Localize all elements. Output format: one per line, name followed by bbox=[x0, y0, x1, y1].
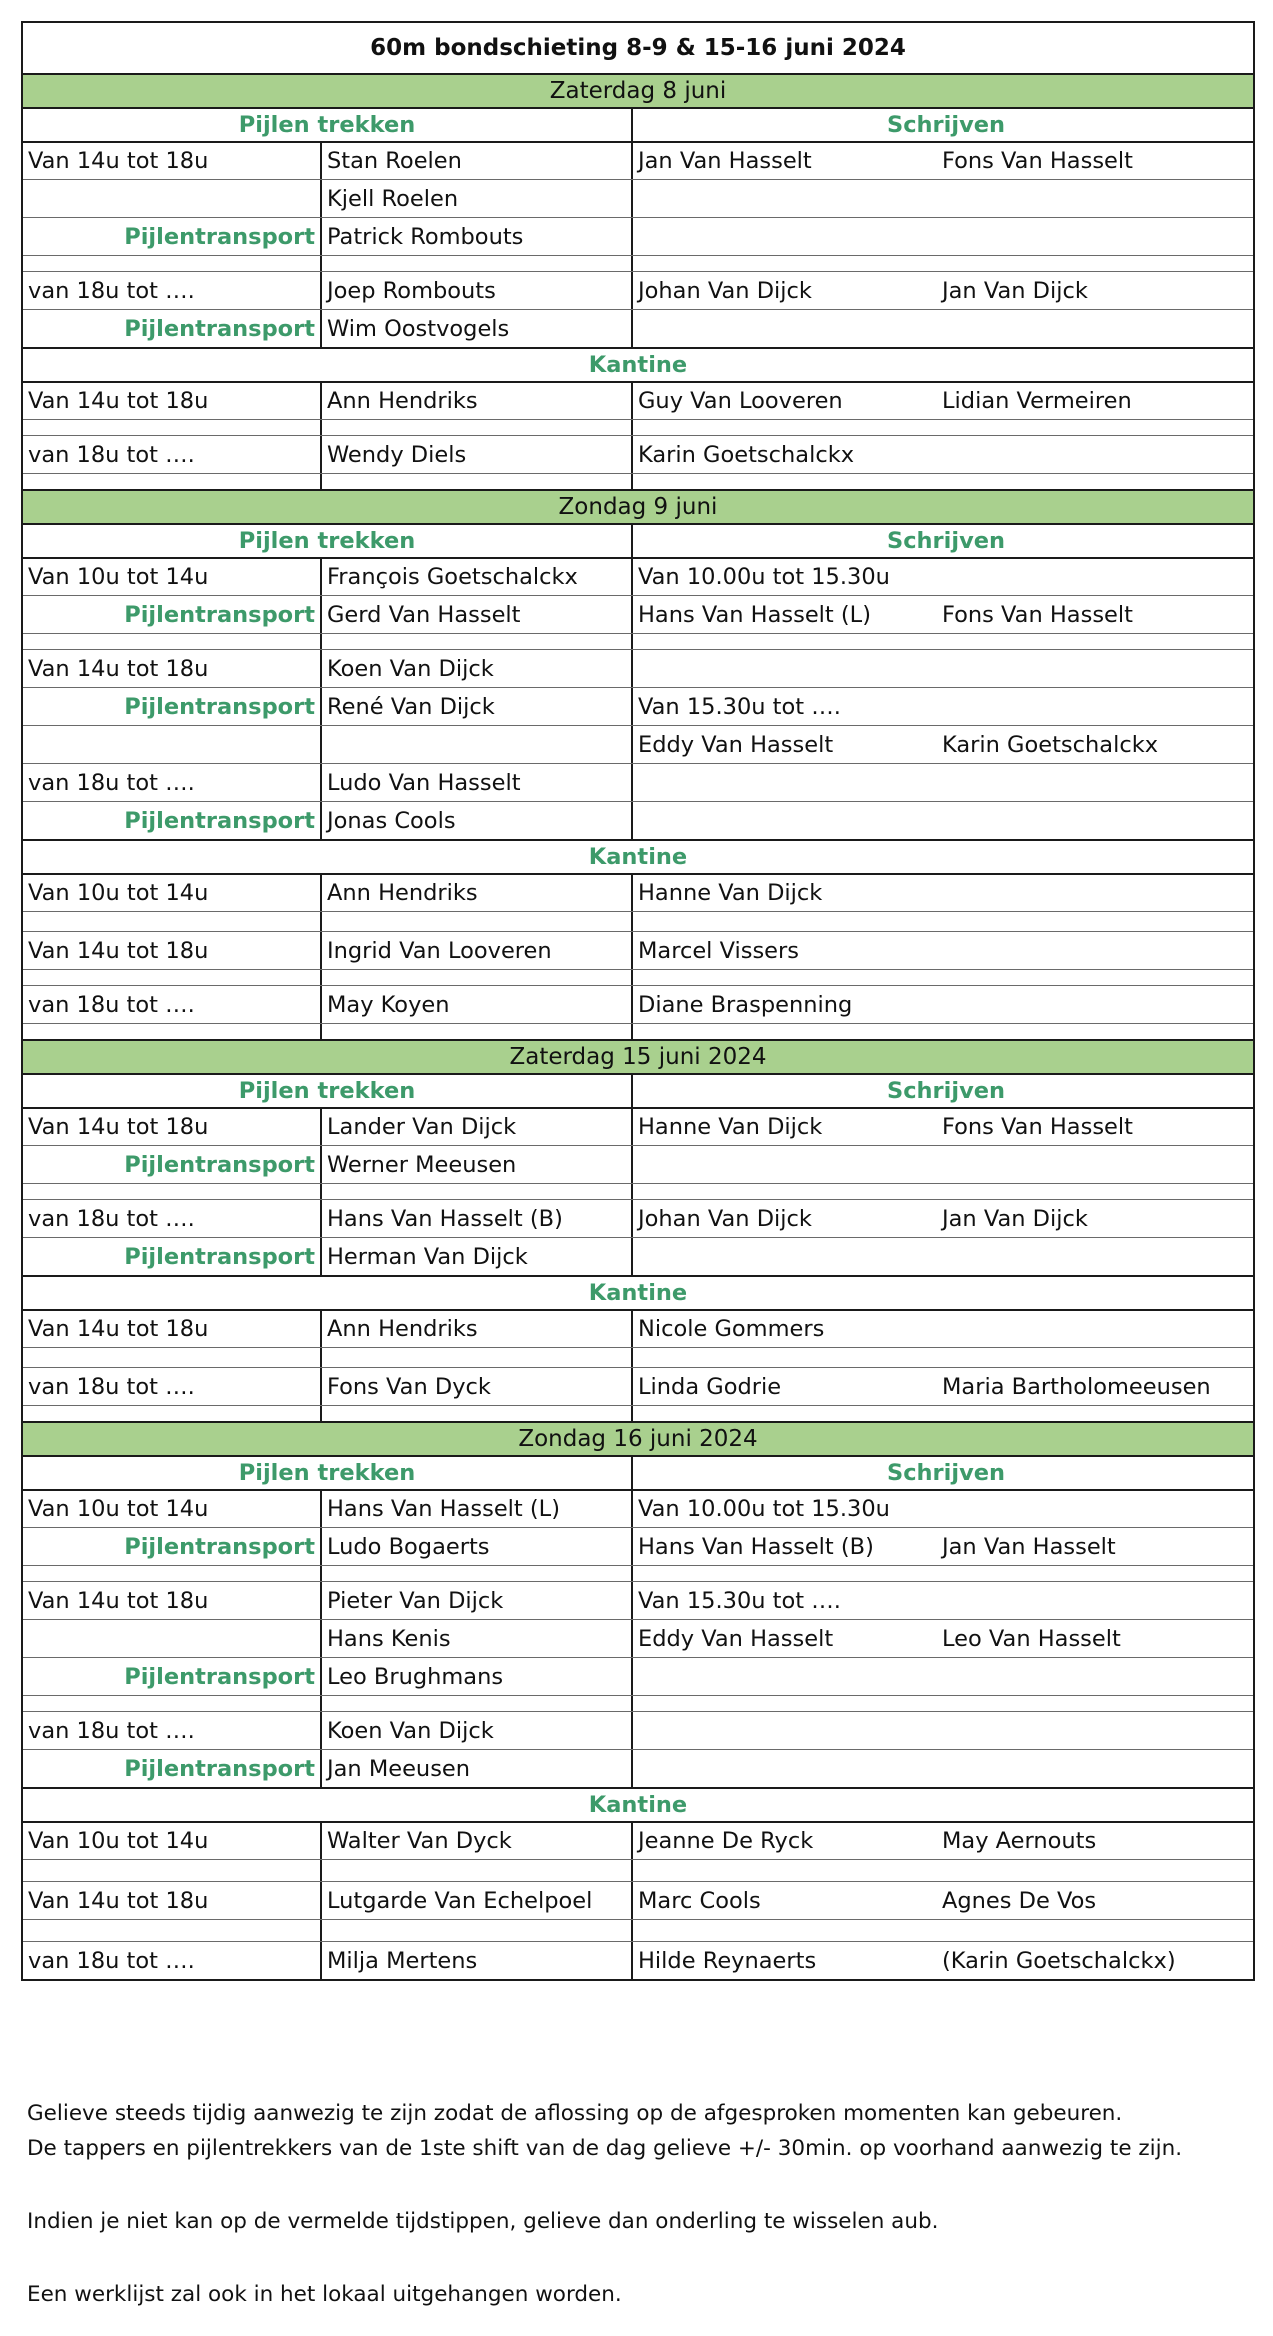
person-cell: Ludo Bogaerts bbox=[320, 1528, 631, 1565]
person-cell bbox=[631, 1024, 937, 1039]
section-kantine: Kantine bbox=[23, 347, 1253, 381]
person-cell: Ann Hendriks bbox=[320, 383, 631, 419]
person-cell: Hans Van Hasselt (L) bbox=[631, 596, 937, 633]
table-row bbox=[23, 1199, 1253, 1237]
pijlentransport-label: Pijlentransport bbox=[124, 693, 315, 720]
person-cell: Jan Van Hasselt bbox=[942, 1533, 1116, 1560]
day-header: Zondag 9 juni bbox=[23, 489, 1253, 523]
pijlentransport-label: Pijlentransport bbox=[124, 223, 315, 250]
time-slot bbox=[23, 420, 320, 435]
person-cell bbox=[937, 1750, 1253, 1787]
time-slot: Van 14u tot 18u bbox=[28, 655, 209, 682]
table-row bbox=[23, 473, 1253, 489]
section-pijlen-trekken: Pijlen trekken bbox=[238, 1078, 416, 1104]
person-cell bbox=[631, 1184, 937, 1199]
person-cell: Hans Van Hasselt (B) bbox=[320, 1200, 631, 1237]
time-slot: Van 10u tot 14u bbox=[28, 880, 209, 906]
pijlentransport-label: Pijlentransport bbox=[124, 1755, 315, 1782]
person-cell: Guy Van Looveren bbox=[631, 383, 937, 419]
person-cell bbox=[937, 1146, 1253, 1183]
table-row bbox=[23, 1527, 1253, 1565]
person-cell: Lidian Vermeiren bbox=[942, 388, 1132, 414]
pijlentransport-label: Pijlentransport bbox=[124, 1663, 315, 1690]
time-slot bbox=[23, 1348, 320, 1367]
time-slot bbox=[23, 474, 320, 489]
person-cell bbox=[631, 1146, 937, 1183]
time-slot bbox=[23, 970, 320, 985]
person-cell bbox=[631, 970, 937, 985]
person-cell: Ingrid Van Looveren bbox=[320, 932, 631, 969]
person-cell bbox=[937, 1311, 1253, 1347]
person-cell: May Koyen bbox=[320, 986, 631, 1023]
person-cell bbox=[320, 970, 631, 985]
person-cell bbox=[631, 634, 937, 649]
section-header-row bbox=[23, 1073, 1253, 1107]
person-cell: Jan Meeusen bbox=[320, 1750, 631, 1787]
table-row bbox=[23, 649, 1253, 687]
footer-notes bbox=[27, 2096, 1247, 2312]
person-cell bbox=[320, 1024, 631, 1039]
person-cell bbox=[631, 256, 937, 271]
person-cell bbox=[631, 764, 937, 801]
section-kantine: Kantine bbox=[23, 839, 1253, 873]
table-row bbox=[23, 309, 1253, 347]
footer-note-4: Een werklijst zal ook in het lokaal uitgehangen worden. bbox=[27, 2282, 622, 2307]
person-cell bbox=[631, 1750, 937, 1787]
day-header: Zaterdag 15 juni 2024 bbox=[23, 1039, 1253, 1073]
person-cell bbox=[937, 1582, 1253, 1619]
section-pijlen-trekken: Pijlen trekken bbox=[238, 528, 416, 554]
person-cell bbox=[937, 1491, 1253, 1527]
person-cell bbox=[631, 650, 937, 687]
table-row bbox=[23, 1237, 1253, 1275]
person-cell bbox=[631, 1658, 937, 1695]
pijlentransport-label: Pijlentransport bbox=[124, 1151, 315, 1178]
table-row bbox=[23, 763, 1253, 801]
pijlentransport-label: Pijlentransport bbox=[124, 601, 315, 628]
table-row bbox=[23, 873, 1253, 911]
person-cell: Johan Van Dijck bbox=[631, 1200, 937, 1237]
section-schrijven: Schrijven bbox=[631, 525, 1259, 557]
table-row bbox=[23, 931, 1253, 969]
time-slot bbox=[23, 1024, 320, 1039]
time-slot: Van 14u tot 18u bbox=[28, 1587, 209, 1614]
person-cell bbox=[937, 1696, 1253, 1711]
person-cell: (Karin Goetschalckx) bbox=[942, 1947, 1176, 1974]
person-cell: Hanne Van Dijck bbox=[631, 1109, 937, 1145]
time-slot: van 18u tot …. bbox=[28, 277, 195, 304]
footer-note-2: De tappers en pijlentrekkers van de 1ste shift van de dag gelieve +/- 30min. op voorhand aanwezig te zijn. bbox=[27, 2136, 1183, 2161]
table-row bbox=[23, 911, 1253, 931]
time-slot bbox=[23, 726, 320, 763]
person-cell: Fons Van Hasselt bbox=[942, 1114, 1133, 1140]
person-cell: Koen Van Dijck bbox=[320, 650, 631, 687]
person-cell: May Aernouts bbox=[942, 1828, 1097, 1854]
person-cell: Van 15.30u tot …. bbox=[631, 1582, 937, 1619]
person-cell bbox=[631, 1920, 937, 1941]
person-cell bbox=[937, 1024, 1253, 1039]
person-cell: Wim Oostvogels bbox=[320, 310, 631, 347]
person-cell bbox=[631, 1566, 937, 1581]
person-cell: Eddy Van Hasselt bbox=[631, 1620, 937, 1657]
person-cell bbox=[320, 420, 631, 435]
person-cell: Linda Godrie bbox=[631, 1368, 937, 1405]
person-cell bbox=[320, 1348, 631, 1367]
time-slot bbox=[23, 1620, 320, 1657]
person-cell: Van 10.00u tot 15.30u bbox=[631, 1491, 937, 1527]
person-cell: François Goetschalckx bbox=[320, 559, 631, 595]
section-kantine: Kantine bbox=[23, 1787, 1253, 1821]
time-slot: Van 10u tot 14u bbox=[28, 1828, 209, 1854]
person-cell bbox=[937, 1238, 1253, 1275]
person-cell: Milja Mertens bbox=[320, 1942, 631, 1979]
person-cell: Wendy Diels bbox=[320, 436, 631, 473]
person-cell bbox=[320, 726, 631, 763]
table-row bbox=[23, 1565, 1253, 1581]
person-cell: Marcel Vissers bbox=[631, 932, 937, 969]
table-row bbox=[23, 217, 1253, 255]
person-cell: Ludo Van Hasselt bbox=[320, 764, 631, 801]
table-row bbox=[23, 271, 1253, 309]
table-row bbox=[23, 1145, 1253, 1183]
person-cell: Leo Van Hasselt bbox=[942, 1625, 1121, 1652]
person-cell: Fons Van Hasselt bbox=[942, 601, 1133, 628]
time-slot bbox=[23, 634, 320, 649]
table-row bbox=[23, 1367, 1253, 1405]
person-cell bbox=[631, 180, 937, 217]
table-row bbox=[23, 1711, 1253, 1749]
time-slot bbox=[23, 1566, 320, 1581]
time-slot: Van 14u tot 18u bbox=[28, 1114, 209, 1140]
table-row bbox=[23, 1347, 1253, 1367]
person-cell: Jeanne De Ryck bbox=[631, 1823, 937, 1859]
person-cell bbox=[631, 218, 937, 255]
section-schrijven: Schrijven bbox=[631, 109, 1259, 141]
person-cell: Hans Kenis bbox=[320, 1620, 631, 1657]
person-cell bbox=[320, 1920, 631, 1941]
table-row bbox=[23, 725, 1253, 763]
time-slot bbox=[23, 256, 320, 271]
section-header-row bbox=[23, 1455, 1253, 1489]
person-cell bbox=[937, 875, 1253, 911]
person-cell bbox=[320, 1184, 631, 1199]
person-cell bbox=[937, 1348, 1253, 1367]
time-slot: van 18u tot …. bbox=[28, 1947, 195, 1974]
person-cell: Lander Van Dijck bbox=[320, 1109, 631, 1145]
time-slot bbox=[23, 1920, 320, 1941]
table-row bbox=[23, 435, 1253, 473]
person-cell bbox=[937, 1920, 1253, 1941]
footer-note-3: Indien je niet kan op de vermelde tijdstippen, gelieve dan onderling te wisselen aub. bbox=[27, 2209, 939, 2234]
table-row bbox=[23, 1489, 1253, 1527]
person-cell: Johan Van Dijck bbox=[631, 272, 937, 309]
person-cell: Hanne Van Dijck bbox=[631, 875, 937, 911]
person-cell bbox=[631, 1406, 937, 1421]
table-row bbox=[23, 969, 1253, 985]
person-cell: Lutgarde Van Echelpoel bbox=[320, 1882, 631, 1919]
section-pijlen-trekken: Pijlen trekken bbox=[238, 112, 416, 138]
person-cell: Ann Hendriks bbox=[320, 1311, 631, 1347]
table-row bbox=[23, 1309, 1253, 1347]
person-cell bbox=[937, 970, 1253, 985]
person-cell bbox=[320, 912, 631, 931]
time-slot bbox=[23, 1184, 320, 1199]
person-cell: Eddy Van Hasselt bbox=[631, 726, 937, 763]
table-row bbox=[23, 557, 1253, 595]
person-cell: Jan Van Dijck bbox=[942, 277, 1088, 304]
person-cell: Hans Van Hasselt (B) bbox=[631, 1528, 937, 1565]
person-cell bbox=[320, 1566, 631, 1581]
time-slot: Van 14u tot 18u bbox=[28, 388, 209, 414]
time-slot bbox=[23, 180, 320, 217]
person-cell: Agnes De Vos bbox=[942, 1887, 1097, 1914]
table-row bbox=[23, 141, 1253, 179]
person-cell bbox=[937, 559, 1253, 595]
person-cell: Jan Van Dijck bbox=[942, 1205, 1088, 1232]
time-slot: Van 10u tot 14u bbox=[28, 564, 209, 590]
person-cell: Patrick Rombouts bbox=[320, 218, 631, 255]
person-cell bbox=[631, 1348, 937, 1367]
person-cell bbox=[320, 256, 631, 271]
time-slot: Van 14u tot 18u bbox=[28, 1887, 209, 1914]
person-cell bbox=[937, 650, 1253, 687]
table-row bbox=[23, 687, 1253, 725]
person-cell: Jonas Cools bbox=[320, 802, 631, 839]
time-slot bbox=[23, 912, 320, 931]
time-slot: van 18u tot …. bbox=[28, 441, 195, 468]
person-cell: Maria Bartholomeeusen bbox=[942, 1373, 1211, 1400]
pijlentransport-label: Pijlentransport bbox=[124, 315, 315, 342]
time-slot bbox=[23, 1406, 320, 1421]
person-cell bbox=[937, 802, 1253, 839]
time-slot bbox=[23, 1696, 320, 1711]
person-cell bbox=[937, 310, 1253, 347]
person-cell: Koen Van Dijck bbox=[320, 1712, 631, 1749]
person-cell: Pieter Van Dijck bbox=[320, 1582, 631, 1619]
person-cell: Karin Goetschalckx bbox=[631, 436, 937, 473]
person-cell: Stan Roelen bbox=[320, 143, 631, 179]
table-row bbox=[23, 1859, 1253, 1881]
person-cell bbox=[937, 474, 1253, 489]
section-header-row bbox=[23, 107, 1253, 141]
person-cell bbox=[937, 1860, 1253, 1881]
table-row bbox=[23, 595, 1253, 633]
person-cell bbox=[937, 180, 1253, 217]
table-row bbox=[23, 1821, 1253, 1859]
person-cell bbox=[937, 1712, 1253, 1749]
section-kantine: Kantine bbox=[23, 1275, 1253, 1309]
person-cell bbox=[937, 436, 1253, 473]
person-cell bbox=[937, 688, 1253, 725]
person-cell bbox=[631, 1860, 937, 1881]
person-cell bbox=[937, 764, 1253, 801]
person-cell: Hilde Reynaerts bbox=[631, 1942, 937, 1979]
footer-note-1: Gelieve steeds tijdig aanwezig te zijn zodat de aflossing op de afgesproken momenten kan gebeuren. bbox=[27, 2101, 1123, 2126]
person-cell: Hans Van Hasselt (L) bbox=[320, 1491, 631, 1527]
person-cell bbox=[631, 802, 937, 839]
person-cell: Joep Rombouts bbox=[320, 272, 631, 309]
person-cell: Ann Hendriks bbox=[320, 875, 631, 911]
pijlentransport-label: Pijlentransport bbox=[124, 1533, 315, 1560]
person-cell bbox=[320, 634, 631, 649]
section-pijlen-trekken: Pijlen trekken bbox=[238, 1460, 416, 1486]
person-cell bbox=[631, 1238, 937, 1275]
table-row bbox=[23, 1107, 1253, 1145]
person-cell bbox=[937, 932, 1253, 969]
section-schrijven: Schrijven bbox=[631, 1457, 1259, 1489]
person-cell: Marc Cools bbox=[631, 1882, 937, 1919]
table-row bbox=[23, 1941, 1253, 1979]
pijlentransport-label: Pijlentransport bbox=[124, 1243, 315, 1270]
table-row bbox=[23, 179, 1253, 217]
person-cell: Leo Brughmans bbox=[320, 1658, 631, 1695]
person-cell bbox=[937, 218, 1253, 255]
time-slot: van 18u tot …. bbox=[28, 1717, 195, 1744]
person-cell bbox=[937, 1184, 1253, 1199]
table-row bbox=[23, 1023, 1253, 1039]
table-row bbox=[23, 1405, 1253, 1421]
table-row bbox=[23, 1881, 1253, 1919]
person-cell bbox=[937, 634, 1253, 649]
table-row bbox=[23, 633, 1253, 649]
person-cell bbox=[320, 1860, 631, 1881]
person-cell: Fons Van Hasselt bbox=[942, 148, 1133, 174]
person-cell: Nicole Gommers bbox=[631, 1311, 937, 1347]
person-cell bbox=[937, 912, 1253, 931]
person-cell: René Van Dijck bbox=[320, 688, 631, 725]
time-slot: Van 14u tot 18u bbox=[28, 937, 209, 964]
person-cell bbox=[631, 1696, 937, 1711]
time-slot: Van 14u tot 18u bbox=[28, 148, 209, 174]
time-slot: Van 14u tot 18u bbox=[28, 1316, 209, 1342]
day-header: Zaterdag 8 juni bbox=[23, 73, 1253, 107]
section-header-row bbox=[23, 523, 1253, 557]
person-cell bbox=[320, 1406, 631, 1421]
person-cell: Herman Van Dijck bbox=[320, 1238, 631, 1275]
person-cell: Gerd Van Hasselt bbox=[320, 596, 631, 633]
table-row bbox=[23, 1657, 1253, 1695]
person-cell bbox=[937, 1566, 1253, 1581]
time-slot bbox=[23, 1860, 320, 1881]
person-cell: Karin Goetschalckx bbox=[942, 731, 1159, 758]
person-cell: Van 15.30u tot …. bbox=[631, 688, 937, 725]
table-row bbox=[23, 1695, 1253, 1711]
table-row bbox=[23, 419, 1253, 435]
person-cell bbox=[631, 420, 937, 435]
table-row bbox=[23, 1581, 1253, 1619]
pijlentransport-label: Pijlentransport bbox=[124, 807, 315, 834]
person-cell: Walter Van Dyck bbox=[320, 1823, 631, 1859]
person-cell: Fons Van Dyck bbox=[320, 1368, 631, 1405]
person-cell: Van 10.00u tot 15.30u bbox=[631, 559, 937, 595]
section-schrijven: Schrijven bbox=[631, 1075, 1259, 1107]
person-cell: Kjell Roelen bbox=[320, 180, 631, 217]
table-row bbox=[23, 1749, 1253, 1787]
time-slot: van 18u tot …. bbox=[28, 1205, 195, 1232]
person-cell bbox=[937, 1658, 1253, 1695]
person-cell bbox=[631, 310, 937, 347]
person-cell bbox=[631, 1712, 937, 1749]
schedule-table bbox=[21, 21, 1255, 1981]
person-cell bbox=[937, 1406, 1253, 1421]
table-row bbox=[23, 255, 1253, 271]
table-row bbox=[23, 1619, 1253, 1657]
person-cell bbox=[937, 420, 1253, 435]
time-slot: van 18u tot …. bbox=[28, 769, 195, 796]
person-cell bbox=[631, 912, 937, 931]
person-cell bbox=[631, 474, 937, 489]
time-slot: Van 10u tot 14u bbox=[28, 1496, 209, 1522]
person-cell: Jan Van Hasselt bbox=[631, 143, 937, 179]
schedule-days bbox=[23, 73, 1253, 1979]
table-row bbox=[23, 985, 1253, 1023]
person-cell bbox=[937, 256, 1253, 271]
person-cell bbox=[320, 474, 631, 489]
time-slot: van 18u tot …. bbox=[28, 1373, 195, 1400]
person-cell bbox=[937, 986, 1253, 1023]
day-header: Zondag 16 juni 2024 bbox=[23, 1421, 1253, 1455]
schedule-title: 60m bondschieting 8-9 & 15-16 juni 2024 bbox=[370, 35, 906, 61]
table-row bbox=[23, 381, 1253, 419]
table-row bbox=[23, 801, 1253, 839]
table-row bbox=[23, 1919, 1253, 1941]
person-cell bbox=[320, 1696, 631, 1711]
time-slot: van 18u tot …. bbox=[28, 991, 195, 1018]
table-row bbox=[23, 1183, 1253, 1199]
person-cell: Werner Meeusen bbox=[320, 1146, 631, 1183]
person-cell: Diane Braspenning bbox=[631, 986, 937, 1023]
